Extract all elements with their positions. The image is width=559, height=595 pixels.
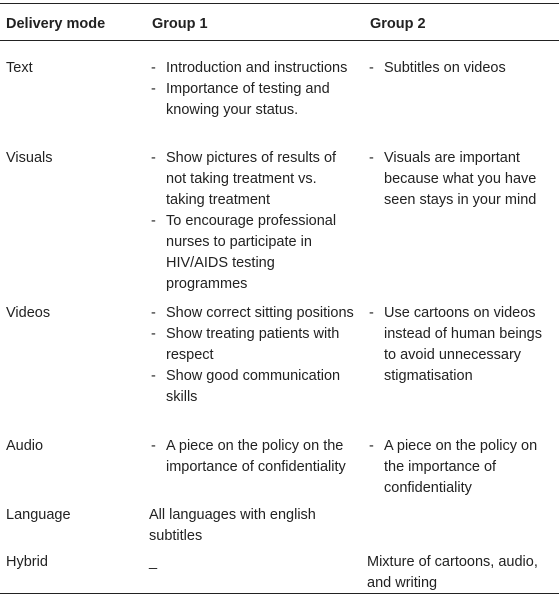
delivery-mode-cell: Visuals	[6, 150, 53, 166]
list-item: - Importance of testing and knowing your status.	[151, 81, 330, 118]
header-delivery-mode: Delivery mode	[6, 16, 106, 32]
group-2-cell	[367, 436, 555, 499]
group-1-cell: _	[149, 554, 158, 570]
list-item: - A piece on the policy on the importance of confidentiality	[369, 438, 538, 496]
group-2-cell	[367, 303, 555, 387]
list-item: - Introduction and instructions	[151, 60, 348, 76]
group-1-cell	[149, 58, 359, 121]
group-2-cell	[367, 148, 555, 211]
delivery-mode-cell: Hybrid	[6, 554, 48, 570]
delivery-mode-cell: Videos	[6, 305, 51, 321]
table-header-rule	[0, 40, 559, 41]
delivery-mode-cell: Text	[6, 60, 33, 76]
list-item: - Show pictures of results of not taking treatment vs. taking treatment	[151, 150, 337, 208]
group-1-cell	[149, 303, 359, 408]
table-header-row	[0, 3, 559, 40]
group-2-cell	[367, 58, 555, 79]
group-1-cell: All languages with english subtitles	[149, 507, 316, 544]
list-item: - Subtitles on videos	[369, 60, 506, 76]
list-item: - Show treating patients with respect	[151, 326, 340, 363]
list-item: - Show good communication skills	[151, 368, 341, 405]
delivery-mode-cell: Language	[6, 507, 71, 523]
list-item: - A piece on the policy on the importance of confidentiality	[151, 438, 346, 475]
table-bottom-rule	[0, 593, 559, 594]
list-item: - Use cartoons on videos instead of human beings to avoid unnecessary stigmatisation	[369, 305, 542, 384]
list-item: - To encourage professional nurses to participate in HIV/AIDS testing programmes	[151, 213, 337, 292]
list-item: - Visuals are important because what you have seen stays in your mind	[369, 150, 537, 208]
delivery-mode-cell: Audio	[6, 438, 44, 454]
header-group-1: Group 1	[152, 16, 208, 32]
header-group-2: Group 2	[370, 16, 426, 32]
group-1-cell	[149, 148, 359, 295]
group-2-cell: Mixture of cartoons, audio, and writing	[367, 554, 538, 591]
list-item: - Show correct sitting positions	[151, 305, 354, 321]
group-1-cell	[149, 436, 359, 478]
